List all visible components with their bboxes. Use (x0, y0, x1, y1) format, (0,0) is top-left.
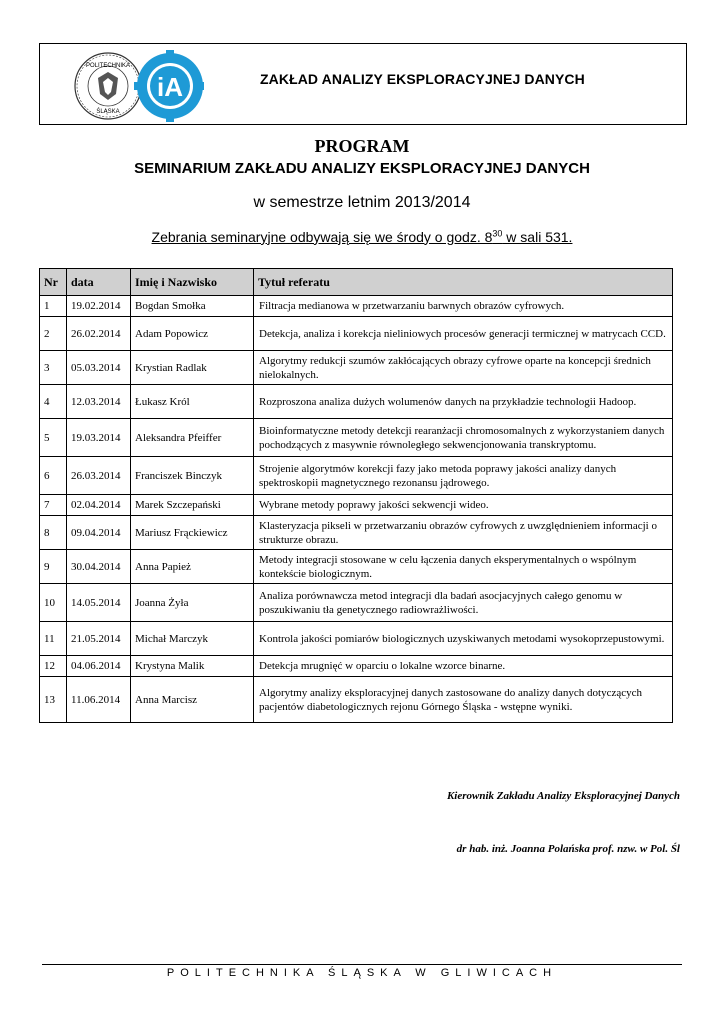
header-nr: Nr (40, 269, 67, 296)
cell-date: 26.02.2014 (67, 317, 131, 351)
cell-date: 05.03.2014 (67, 351, 131, 385)
cell-nr: 5 (40, 419, 67, 457)
table-row (40, 296, 673, 317)
cell-nr: 4 (40, 385, 67, 419)
department-name: ZAKŁAD ANALIZY EKSPLORACYJNEJ DANYCH (260, 71, 585, 87)
cell-nr: 9 (40, 550, 67, 584)
program-title: PROGRAM (314, 136, 410, 156)
cell-date: 14.05.2014 (67, 584, 131, 622)
cell-title: Strojenie algorytmów korekcji fazy jako metoda poprawy jakości analizy danych spektroskopii magnetycznego rezonansu jądrowego. (254, 457, 673, 495)
meeting-info-text: Zebrania seminaryjne odbywają się we środy o godz. $8^{30}$ w sali 531. (151, 228, 573, 245)
cell-date: 02.04.2014 (67, 495, 131, 516)
cell-title: Filtracja medianowa w przetwarzaniu barwnych obrazów cyfrowych. (254, 296, 673, 317)
cell-title: Bioinformatyczne metody detekcji rearanżacji chromosomalnych z wykorzystaniem danych pochodzących z masywnie równoległego sekwencjonowania transkryptomu. (254, 419, 673, 457)
cell-nr: 12 (40, 656, 67, 677)
table-row (40, 677, 673, 723)
header-name: Imię i Nazwisko (131, 269, 254, 296)
time-superscript: 30 (492, 228, 503, 238)
cell-title: Rozproszona analiza dużych wolumenów danych na przykładzie technologii Hadoop. (254, 385, 673, 419)
cell-name: Krystian Radlak (131, 351, 254, 385)
semester-line: w semestrze letnim 2013/2014 (253, 194, 471, 211)
cell-title: Detekcja mrugnięć w oparciu o lokalne wzorce binarne. (254, 656, 673, 677)
logo-text-top: POLITECHNIKA (85, 63, 131, 69)
table-row (40, 457, 673, 495)
cell-nr: 1 (40, 296, 67, 317)
table-row (40, 317, 673, 351)
cell-name: Aleksandra Pfeiffer (131, 419, 254, 457)
table-row (40, 351, 673, 385)
cell-title: Algorytmy redukcji szumów zakłócających obrazy cyfrowe oparte na koncepcji średnich nielokalnych. (254, 351, 673, 385)
table-row (40, 550, 673, 584)
cell-name: Mariusz Frąckiewicz (131, 516, 254, 550)
cell-name: Michał Marczyk (131, 622, 254, 656)
cell-date: 19.03.2014 (67, 419, 131, 457)
cell-name: Krystyna Malik (131, 656, 254, 677)
cell-nr: 2 (40, 317, 67, 351)
header-box (39, 43, 687, 125)
cell-name: Joanna Żyła (131, 584, 254, 622)
cell-nr: 10 (40, 584, 67, 622)
cell-name: Łukasz Król (131, 385, 254, 419)
cell-date: 04.06.2014 (67, 656, 131, 677)
cell-name: Adam Popowicz (131, 317, 254, 351)
table-header-row (40, 269, 673, 296)
table-row (40, 419, 673, 457)
cell-name: Anna Marcisz (131, 677, 254, 723)
table-row (40, 385, 673, 419)
table-row (40, 495, 673, 516)
cell-date: 11.06.2014 (67, 677, 131, 723)
cell-title: Klasteryzacja pikseli w przetwarzaniu obrazów cyfrowych z uwzględnieniem informacji o strukturze obrazu. (254, 516, 673, 550)
cell-title: Detekcja, analiza i korekcja nieliniowych procesów generacji termicznej w matrycach CCD. (254, 317, 673, 351)
cell-title: Analiza porównawcza metod integracji dla badań asocjacyjnych całego genomu w poszukiwaniu tła genetycznego radiowrażliwości. (254, 584, 673, 622)
cell-name: Franciszek Binczyk (131, 457, 254, 495)
cell-title: Metody integracji stosowane w celu łączenia danych eksperymentalnych o wspólnym kontekście biologicznym. (254, 550, 673, 584)
cell-title: Wybrane metody poprawy jakości sekwencji wideo. (254, 495, 673, 516)
cell-date: 19.02.2014 (67, 296, 131, 317)
cell-name: Anna Papież (131, 550, 254, 584)
table-row (40, 584, 673, 622)
cell-nr: 3 (40, 351, 67, 385)
signature-role: Kierownik Zakładu Analizy Eksploracyjnej Danych (446, 790, 680, 802)
cell-nr: 13 (40, 677, 67, 723)
cell-date: 21.05.2014 (67, 622, 131, 656)
header-date: data (67, 269, 131, 296)
cell-nr: 11 (40, 622, 67, 656)
footer-text: POLITECHNIKA ŚLĄSKA W GLIWICACH (166, 967, 558, 979)
cell-date: 09.04.2014 (67, 516, 131, 550)
cell-date: 30.04.2014 (67, 550, 131, 584)
logos (72, 50, 204, 122)
meeting-info (0, 228, 724, 245)
schedule-table (39, 268, 673, 723)
footer-divider (42, 964, 682, 965)
header-title: Tytuł referatu (254, 269, 673, 296)
table-row (40, 622, 673, 656)
cell-nr: 7 (40, 495, 67, 516)
logo-text-bottom: ŚLĄSKA (96, 109, 120, 115)
cell-date: 12.03.2014 (67, 385, 131, 419)
cell-title: Algorytmy analizy eksploracyjnej danych zastosowane do analizy danych dotyczących pacjentów diabetologicznych rejonu Górnego Śląska - wstępne wyniki. (254, 677, 673, 723)
cell-name: Marek Szczepański (131, 495, 254, 516)
table-row (40, 656, 673, 677)
cell-nr: 6 (40, 457, 67, 495)
cell-nr: 8 (40, 516, 67, 550)
cell-name: Bogdan Smołka (131, 296, 254, 317)
ia-logo (134, 50, 204, 122)
ia-logo-text: iA (157, 72, 183, 102)
table-row (40, 516, 673, 550)
politechnika-logo (75, 53, 141, 119)
signature-name: dr hab. inż. Joanna Polańska prof. nzw. w Pol. Śl (456, 843, 680, 855)
cell-date: 26.03.2014 (67, 457, 131, 495)
seminar-title: SEMINARIUM ZAKŁADU ANALIZY EKSPLORACYJNEJ DANYCH (134, 160, 590, 177)
cell-title: Kontrola jakości pomiarów biologicznych uzyskiwanych metodami wysokoprzepustowymi. (254, 622, 673, 656)
